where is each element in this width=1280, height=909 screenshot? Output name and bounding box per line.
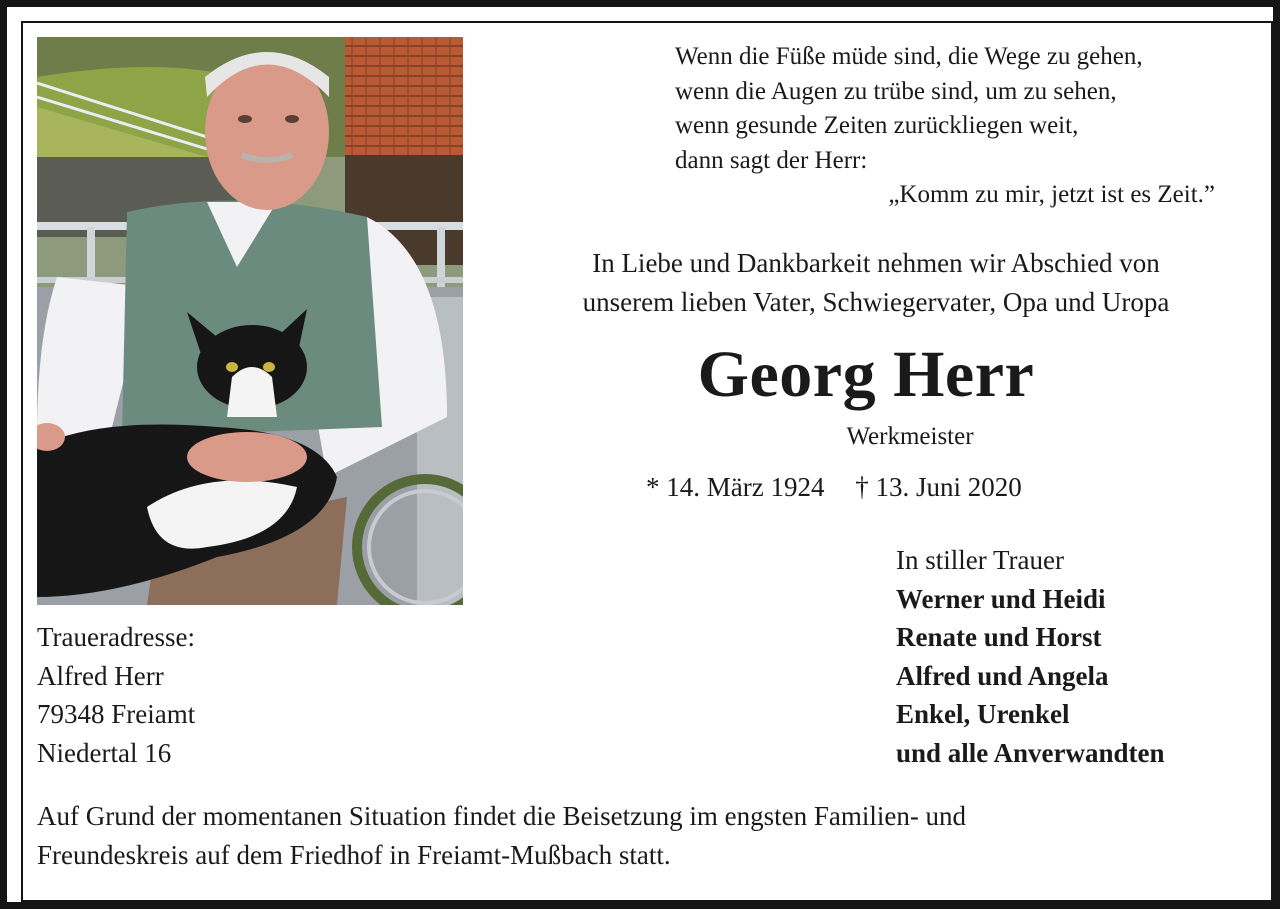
intro-line: unserem lieben Vater, Schwiegervater, Opa und Uropa (582, 287, 1170, 317)
mourner-name: Alfred und Angela (896, 660, 1109, 691)
mourner-name: und alle Anverwandten (896, 737, 1165, 768)
deceased-occupation: Werkmeister (846, 423, 974, 450)
address-line: Niedertal 16 (37, 737, 172, 768)
life-dates (646, 468, 1022, 506)
intro-line: In Liebe und Dankbarkeit nehmen wir Abschied von (592, 248, 1160, 278)
mourner-name: Werner und Heidi (896, 583, 1106, 614)
poem-line: wenn die Augen zu trübe sind, um zu sehen, (675, 77, 1117, 105)
poem-line: dann sagt der Herr: (675, 146, 868, 174)
poem-line: Wenn die Füße müde sind, die Wege zu gehen, (675, 43, 1143, 70)
address-line: Alfred Herr (37, 660, 164, 691)
intro-text (476, 244, 1276, 322)
notice-line: Auf Grund der momentanen Situation findet die Beisetzung im engsten Familien- und (37, 801, 967, 831)
deceased-name: Georg Herr (697, 338, 1035, 411)
poem (675, 40, 1255, 208)
death-date: † 13. Juni 2020 (855, 472, 1022, 502)
address-label: Traueradresse: (37, 622, 195, 652)
birth-date: * 14. März 1924 (646, 472, 825, 502)
mourner-name: Renate und Horst (896, 622, 1102, 652)
mourners-block (896, 541, 1165, 772)
mourners-heading: In stiller Trauer (896, 545, 1064, 575)
mourner-name: Enkel, Urenkel (896, 699, 1070, 729)
portrait-photo (37, 37, 463, 605)
funeral-notice (37, 797, 1247, 875)
mourning-address (37, 618, 195, 772)
poem-line: wenn gesunde Zeiten zurückliegen weit, (675, 112, 1079, 139)
poem-quote: „Komm zu mir, jetzt ist es Zeit.” (888, 181, 1215, 208)
address-line: 79348 Freiamt (37, 699, 196, 729)
notice-line: Freundeskreis auf dem Friedhof in Freiamt-Mußbach statt. (37, 840, 671, 870)
